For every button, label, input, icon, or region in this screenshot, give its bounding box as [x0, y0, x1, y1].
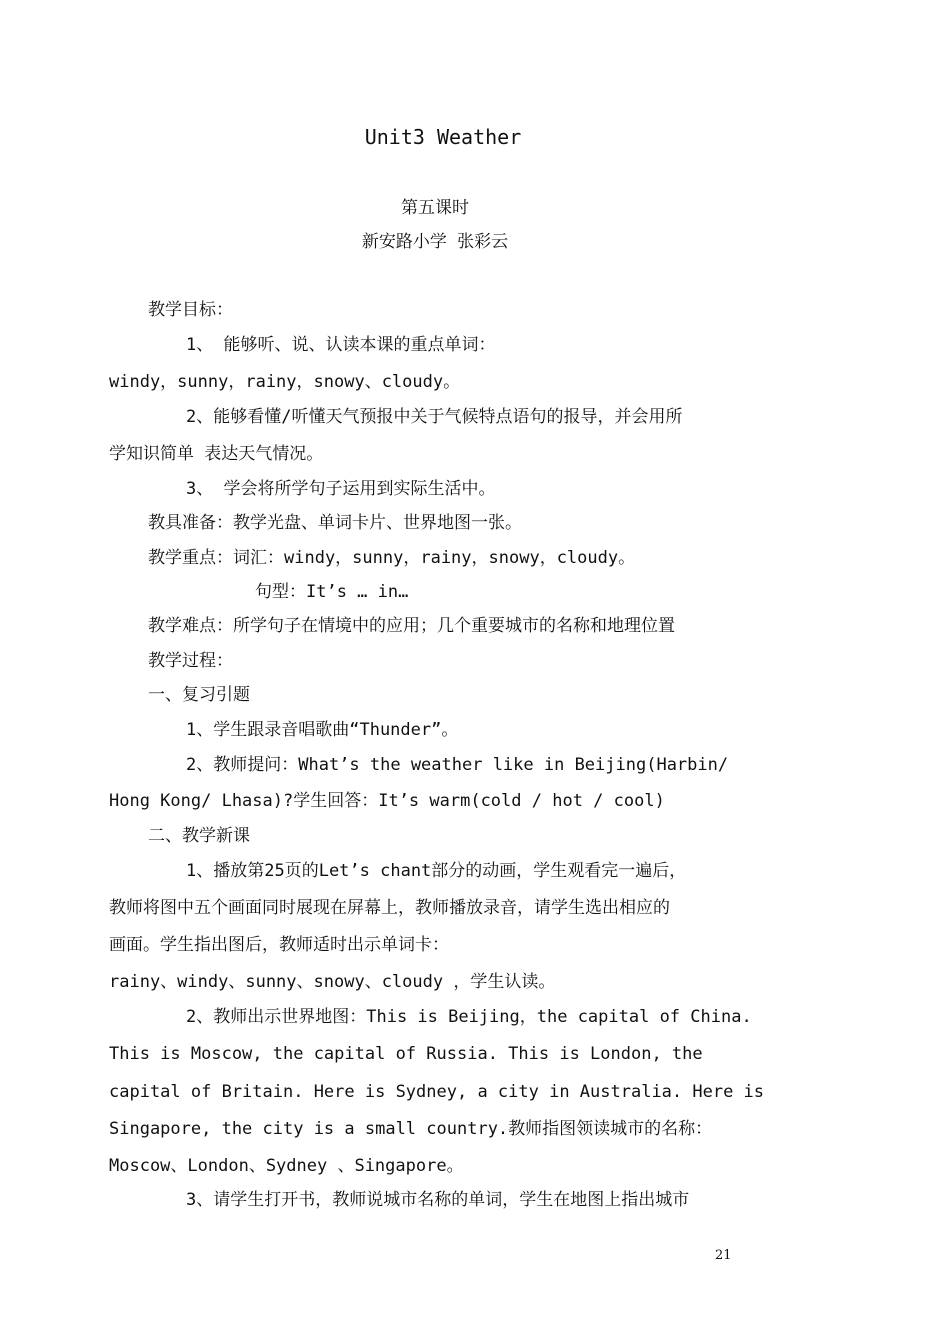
paragraph-line: Moscow、London、Sydney 、Singapore。 — [109, 1156, 464, 1176]
paragraph-line: 教具准备：教学光盘、单词卡片、世界地图一张。 — [148, 513, 522, 533]
paragraph-line: 3、 学会将所学句子运用到实际生活中。 — [186, 479, 496, 499]
lesson-subtitle: 第五课时 — [401, 198, 469, 218]
paragraph-line: capital of Britain. Here is Sydney, a city in Australia. Here is — [109, 1082, 765, 1102]
paragraph-line: rainy、windy、sunny、snowy、cloudy ，学生认读。 — [109, 972, 556, 992]
paragraph-line: 2、教师出示世界地图：This is Beijing，the capital of China. — [186, 1007, 752, 1027]
author-line: 新安路小学 张彩云 — [361, 232, 509, 252]
paragraph-line: windy，sunny，rainy，snowy、cloudy。 — [109, 372, 461, 392]
paragraph-line: 句型：It’s … in… — [255, 582, 409, 602]
section-heading-objectives: 教学目标： — [148, 300, 233, 320]
paragraph-line: 教学难点：所学句子在情境中的应用；几个重要城市的名称和地理位置 — [148, 616, 675, 636]
paragraph-line: 2、能够看懂/听懂天气预报中关于气候特点语句的报导，并会用所 — [186, 407, 683, 427]
paragraph-line: 3、请学生打开书，教师说城市名称的单词，学生在地图上指出城市 — [186, 1190, 690, 1210]
paragraph-line: Singapore, the city is a small country.教师指图领读城市的名称： — [109, 1119, 713, 1139]
document-title: Unit3 Weather — [364, 125, 522, 149]
paragraph-line: 教师将图中五个画面同时展现在屏幕上，教师播放录音，请学生选出相应的 — [109, 898, 670, 918]
paragraph-line: This is Moscow, the capital of Russia. This is London, the — [109, 1044, 703, 1064]
paragraph-line: 画面。学生指出图后，教师适时出示单词卡： — [109, 935, 449, 955]
paragraph-line: 1、播放第25页的Let’s chant部分的动画，学生观看完一遍后， — [186, 861, 687, 881]
section-heading-review: 一、复习引题 — [148, 685, 250, 705]
section-heading-new-lesson: 二、教学新课 — [148, 826, 250, 846]
paragraph-line: 教学重点：词汇：windy，sunny，rainy，snowy，cloudy。 — [148, 548, 636, 568]
paragraph-line: 2、教师提问：What’s the weather like in Beijing(Harbin/ — [186, 755, 729, 775]
paragraph-line: 1、 能够听、说、认读本课的重点单词： — [186, 335, 496, 355]
paragraph-line: 学知识简单 表达天气情况。 — [109, 444, 324, 464]
paragraph-line: Hong Kong/ Lhasa)?学生回答：It’s warm(cold / hot / cool) — [109, 791, 665, 811]
page-number: 21 — [715, 1248, 732, 1263]
paragraph-line: 1、学生跟录音唱歌曲“Thunder”。 — [186, 720, 459, 740]
section-heading-process: 教学过程： — [148, 651, 233, 671]
